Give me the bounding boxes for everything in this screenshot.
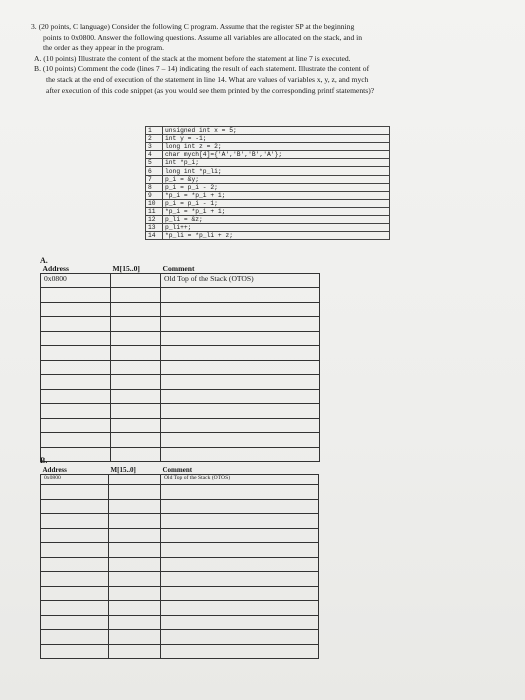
stack-row bbox=[41, 528, 319, 543]
address-cell[interactable] bbox=[41, 389, 111, 404]
comment-cell[interactable] bbox=[161, 418, 320, 433]
stack-row bbox=[41, 586, 319, 601]
comment-cell[interactable] bbox=[161, 288, 320, 303]
part-b-label: B. bbox=[40, 456, 48, 465]
memory-cell[interactable] bbox=[111, 404, 161, 419]
address-cell[interactable] bbox=[41, 514, 109, 529]
code-statement: p_i = &y; bbox=[163, 175, 390, 183]
stack-row bbox=[41, 543, 319, 558]
comment-header: Comment bbox=[162, 466, 193, 474]
part-b-prompt-3: after execution of this code snippet (as you would see them printed by the corresponding printf statements)? bbox=[46, 85, 375, 95]
address-cell[interactable] bbox=[41, 360, 111, 375]
code-line bbox=[146, 207, 390, 215]
stack-row bbox=[41, 601, 319, 616]
line-number: 7 bbox=[146, 175, 163, 183]
code-line bbox=[146, 224, 390, 232]
address-cell[interactable] bbox=[41, 630, 109, 645]
part-a-label: A. bbox=[40, 256, 48, 265]
address-cell[interactable] bbox=[41, 586, 109, 601]
code-statement: *p_i = *p_i + 1; bbox=[163, 191, 390, 199]
address-cell[interactable] bbox=[41, 331, 111, 346]
address-cell[interactable] bbox=[41, 302, 111, 317]
code-line bbox=[146, 199, 390, 207]
stack-row bbox=[41, 499, 319, 514]
code-statement: unsigned int x = 5; bbox=[163, 127, 390, 135]
question-line-1: 3. (20 points, C language) Consider the following C program. Assume that the register SP at the beginning bbox=[31, 22, 355, 31]
comment-cell[interactable] bbox=[161, 601, 319, 616]
code-statement: long int z = 2; bbox=[163, 143, 390, 151]
code-line bbox=[146, 127, 390, 135]
code-statement: p_i = p_i - 1; bbox=[163, 199, 390, 207]
address-cell[interactable] bbox=[41, 499, 109, 514]
comment-cell[interactable] bbox=[161, 543, 319, 558]
memory-cell[interactable] bbox=[109, 475, 161, 485]
line-number: 2 bbox=[146, 135, 163, 143]
part-b-prompt-1: B. (10 points) Comment the code (lines 7 – 14) indicating the result of each statement. Illustrate the content of bbox=[34, 64, 370, 74]
stack-row bbox=[41, 331, 320, 346]
memory-cell[interactable] bbox=[109, 514, 161, 529]
part-a-prompt: A. (10 points) Illustrate the content of the stack at the moment before the statement at line 7 is executed. bbox=[34, 53, 351, 63]
code-line bbox=[146, 191, 390, 199]
stack-row bbox=[41, 485, 319, 500]
line-number: 11 bbox=[146, 207, 163, 215]
code-line bbox=[146, 151, 390, 159]
stack-row bbox=[41, 418, 320, 433]
code-statement: char mych[4]={'A','B','B','A'}; bbox=[163, 151, 390, 159]
stack-row bbox=[41, 288, 320, 303]
memory-cell[interactable] bbox=[111, 447, 161, 462]
code-line bbox=[146, 183, 390, 191]
comment-cell[interactable] bbox=[161, 433, 320, 448]
line-number: 3 bbox=[146, 143, 163, 151]
comment-cell[interactable] bbox=[161, 360, 320, 375]
comment-cell[interactable] bbox=[161, 615, 319, 630]
stack-row bbox=[41, 572, 319, 587]
memory-cell[interactable] bbox=[111, 389, 161, 404]
code-statement: p_li++; bbox=[163, 224, 390, 232]
memory-cell[interactable] bbox=[109, 601, 161, 616]
address-cell[interactable] bbox=[41, 404, 111, 419]
comment-cell[interactable] bbox=[161, 586, 319, 601]
address-cell[interactable] bbox=[41, 557, 109, 572]
memory-cell[interactable] bbox=[111, 360, 161, 375]
memory-cell[interactable] bbox=[109, 615, 161, 630]
memory-header: M[15..0] bbox=[110, 466, 136, 474]
code-statement: *p_i = *p_i + 1; bbox=[163, 207, 390, 215]
stack-row bbox=[41, 514, 319, 529]
code-statement: long int *p_li; bbox=[163, 167, 390, 175]
memory-cell[interactable] bbox=[111, 331, 161, 346]
line-number: 6 bbox=[146, 167, 163, 175]
memory-cell[interactable] bbox=[109, 586, 161, 601]
line-number: 12 bbox=[146, 216, 163, 224]
comment-cell[interactable] bbox=[161, 528, 319, 543]
stack-row bbox=[41, 389, 320, 404]
line-number: 5 bbox=[146, 159, 163, 167]
memory-cell[interactable] bbox=[109, 557, 161, 572]
memory-cell[interactable] bbox=[109, 485, 161, 500]
memory-cell[interactable] bbox=[111, 433, 161, 448]
stack-row bbox=[41, 317, 320, 332]
address-cell[interactable]: 0x0800 bbox=[41, 274, 111, 288]
code-statement: int y = -1; bbox=[163, 135, 390, 143]
memory-cell[interactable] bbox=[111, 418, 161, 433]
comment-header: Comment bbox=[162, 264, 195, 273]
comment-cell[interactable] bbox=[161, 317, 320, 332]
address-cell[interactable] bbox=[41, 346, 111, 361]
code-line bbox=[146, 159, 390, 167]
stack-row bbox=[41, 447, 320, 462]
comment-cell[interactable] bbox=[161, 572, 319, 587]
comment-cell[interactable] bbox=[161, 375, 320, 390]
stack-row bbox=[41, 644, 319, 659]
code-line bbox=[146, 216, 390, 224]
code-line bbox=[146, 175, 390, 183]
memory-cell[interactable] bbox=[109, 499, 161, 514]
comment-cell[interactable] bbox=[161, 302, 320, 317]
memory-cell[interactable] bbox=[111, 317, 161, 332]
memory-cell[interactable] bbox=[111, 375, 161, 390]
part-b-prompt-2: the stack at the end of execution of the statement in line 14. What are values of variables x, y, z, and mych bbox=[46, 74, 369, 84]
code-line bbox=[146, 167, 390, 175]
address-cell[interactable] bbox=[41, 543, 109, 558]
comment-cell[interactable] bbox=[161, 389, 320, 404]
memory-cell[interactable] bbox=[109, 543, 161, 558]
comment-cell[interactable] bbox=[161, 485, 319, 500]
memory-cell[interactable] bbox=[109, 528, 161, 543]
stack-row bbox=[41, 404, 320, 419]
comment-cell[interactable] bbox=[161, 644, 319, 659]
question-line-3: the order as they appear in the program. bbox=[43, 43, 165, 53]
memory-cell[interactable] bbox=[111, 288, 161, 303]
code-statement: p_li = &z; bbox=[163, 216, 390, 224]
memory-cell[interactable] bbox=[111, 302, 161, 317]
line-number: 9 bbox=[146, 191, 163, 199]
address-cell[interactable] bbox=[41, 528, 109, 543]
memory-cell[interactable] bbox=[111, 346, 161, 361]
comment-cell[interactable]: Old Top of the Stack (OTOS) bbox=[161, 274, 320, 288]
memory-cell[interactable] bbox=[109, 572, 161, 587]
stack-row bbox=[41, 346, 320, 361]
stack-table-a bbox=[40, 264, 320, 462]
stack-row bbox=[41, 360, 320, 375]
address-cell[interactable] bbox=[41, 288, 111, 303]
line-number: 13 bbox=[146, 224, 163, 232]
memory-cell[interactable] bbox=[111, 274, 161, 288]
comment-cell[interactable] bbox=[161, 557, 319, 572]
address-cell[interactable] bbox=[41, 572, 109, 587]
code-statement: p_i = p_i - 2; bbox=[163, 183, 390, 191]
code-listing bbox=[145, 126, 390, 240]
question-text bbox=[31, 22, 506, 96]
comment-cell[interactable] bbox=[161, 404, 320, 419]
address-cell[interactable] bbox=[41, 375, 111, 390]
address-cell[interactable] bbox=[41, 418, 111, 433]
stack-row bbox=[41, 615, 319, 630]
stack-row bbox=[41, 302, 320, 317]
question-line-2: points to 0x0800. Answer the following questions. Assume all variables are allocated on the stack, and in bbox=[43, 32, 363, 42]
address-cell[interactable]: 0x0800 bbox=[41, 475, 109, 485]
stack-row bbox=[41, 375, 320, 390]
address-cell[interactable] bbox=[41, 485, 109, 500]
line-number: 14 bbox=[146, 232, 163, 240]
address-cell[interactable] bbox=[41, 644, 109, 659]
address-cell[interactable] bbox=[41, 601, 109, 616]
address-cell[interactable] bbox=[41, 317, 111, 332]
line-number: 1 bbox=[146, 127, 163, 135]
line-number: 10 bbox=[146, 199, 163, 207]
memory-header: M[15..0] bbox=[112, 264, 140, 273]
address-header: Address bbox=[42, 466, 67, 474]
code-statement: *p_li = *p_li + z; bbox=[163, 232, 390, 240]
stack-row bbox=[41, 630, 319, 645]
comment-cell[interactable] bbox=[161, 630, 319, 645]
line-number: 4 bbox=[146, 151, 163, 159]
line-number: 8 bbox=[146, 183, 163, 191]
code-line bbox=[146, 143, 390, 151]
comment-cell[interactable] bbox=[161, 331, 320, 346]
stack-table-b bbox=[40, 466, 319, 659]
comment-cell[interactable] bbox=[161, 514, 319, 529]
stack-row bbox=[41, 433, 320, 448]
code-statement: int *p_i; bbox=[163, 159, 390, 167]
comment-cell[interactable] bbox=[161, 447, 320, 462]
code-line bbox=[146, 135, 390, 143]
address-cell[interactable] bbox=[41, 447, 111, 462]
comment-cell[interactable] bbox=[161, 499, 319, 514]
code-line bbox=[146, 232, 390, 240]
comment-cell[interactable]: Old Top of the Stack (OTOS) bbox=[161, 475, 319, 485]
memory-cell[interactable] bbox=[109, 644, 161, 659]
address-header: Address bbox=[42, 264, 69, 273]
stack-row bbox=[41, 557, 319, 572]
address-cell[interactable] bbox=[41, 615, 109, 630]
memory-cell[interactable] bbox=[109, 630, 161, 645]
comment-cell[interactable] bbox=[161, 346, 320, 361]
address-cell[interactable] bbox=[41, 433, 111, 448]
